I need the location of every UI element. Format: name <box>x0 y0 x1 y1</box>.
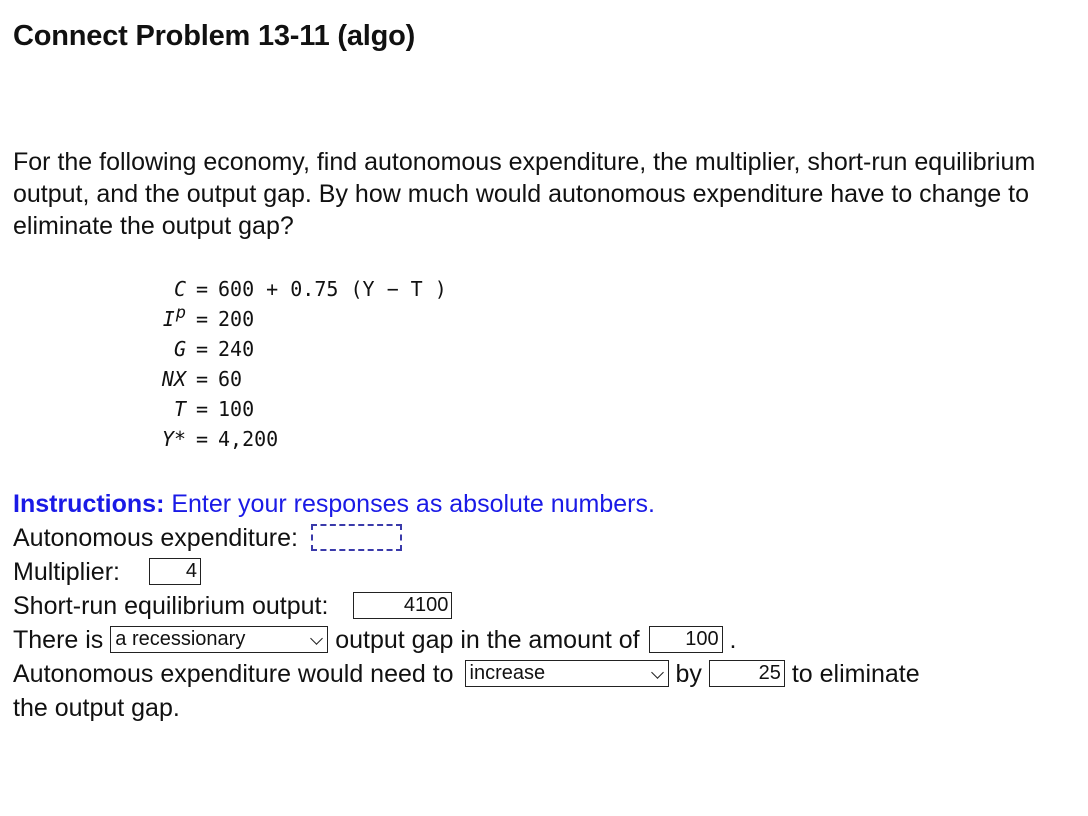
equation-value: 240 <box>218 337 255 361</box>
gap-type-select[interactable] <box>110 626 328 653</box>
output-gap-input[interactable]: 100 <box>649 626 723 653</box>
equation-variable: T <box>173 397 186 421</box>
change-row-continued <box>13 691 920 725</box>
equation-variable: NX <box>161 367 186 391</box>
equation-row <box>140 424 447 454</box>
chevron-down-icon <box>651 666 664 679</box>
equation-row <box>140 274 447 304</box>
equation-variable: $I^p$ <box>162 303 186 331</box>
answer-section <box>13 487 920 725</box>
equals-sign: = <box>195 337 209 361</box>
problem-statement: For the following economy, find autonomous expenditure, the multiplier, short-run equilibrium output, and the output gap. By how much would autonomous expenditure have to change to eliminate the output gap? <box>13 148 1036 240</box>
instructions-label: Instructions: <box>13 490 165 518</box>
equals-sign: = <box>195 307 209 331</box>
equation-variable: C <box>173 277 186 301</box>
equation-row <box>140 394 447 424</box>
change-by-text: by <box>675 660 702 688</box>
autonomous-expenditure-input[interactable] <box>311 524 402 551</box>
equation-value: 200 <box>218 307 255 331</box>
gap-row <box>13 623 920 657</box>
multiplier-row <box>13 555 920 589</box>
equation-value: 60 <box>218 367 243 391</box>
autonomous-row <box>13 521 920 555</box>
gap-prefix: There is <box>13 626 104 654</box>
instructions <box>13 487 920 521</box>
chevron-down-icon <box>310 632 323 645</box>
multiplier-input[interactable]: 4 <box>149 558 201 585</box>
equation-value: 4,200 <box>218 427 279 451</box>
gap-suffix: . <box>729 626 737 654</box>
equation-variable: Y* <box>161 427 186 451</box>
equation-row <box>140 364 447 394</box>
change-row <box>13 657 920 691</box>
change-direction-value: increase <box>469 661 546 684</box>
equals-sign: = <box>195 367 209 391</box>
equilibrium-row <box>13 589 920 623</box>
equilibrium-label: Short-run equilibrium output: <box>13 592 329 620</box>
multiplier-label: Multiplier: <box>13 558 120 586</box>
superscript: p <box>175 303 186 323</box>
page-title: Connect Problem 13-11 (algo) <box>13 20 416 52</box>
equation-value: 100 <box>218 397 255 421</box>
autonomous-label: Autonomous expenditure: <box>13 524 298 552</box>
equation-row <box>140 304 447 334</box>
equals-sign: = <box>195 277 209 301</box>
equals-sign: = <box>195 397 209 421</box>
change-line2: the output gap. <box>13 694 180 722</box>
equation-row <box>140 334 447 364</box>
equation-value: 600 + 0.75 (Y − T ) <box>218 277 447 301</box>
equilibrium-output-input[interactable]: 4100 <box>353 592 452 619</box>
equation-table <box>140 274 447 454</box>
instructions-text: Enter your responses as absolute numbers. <box>164 490 655 518</box>
gap-middle-text: output gap in the amount of <box>335 626 640 654</box>
equation-variable: G <box>173 337 186 361</box>
gap-type-value: a recessionary <box>115 627 246 650</box>
change-suffix: to eliminate <box>791 660 920 688</box>
equals-sign: = <box>195 427 209 451</box>
change-amount-input[interactable]: 25 <box>709 660 785 687</box>
change-direction-select[interactable] <box>465 660 669 687</box>
change-prefix: Autonomous expenditure would need to <box>13 660 454 688</box>
